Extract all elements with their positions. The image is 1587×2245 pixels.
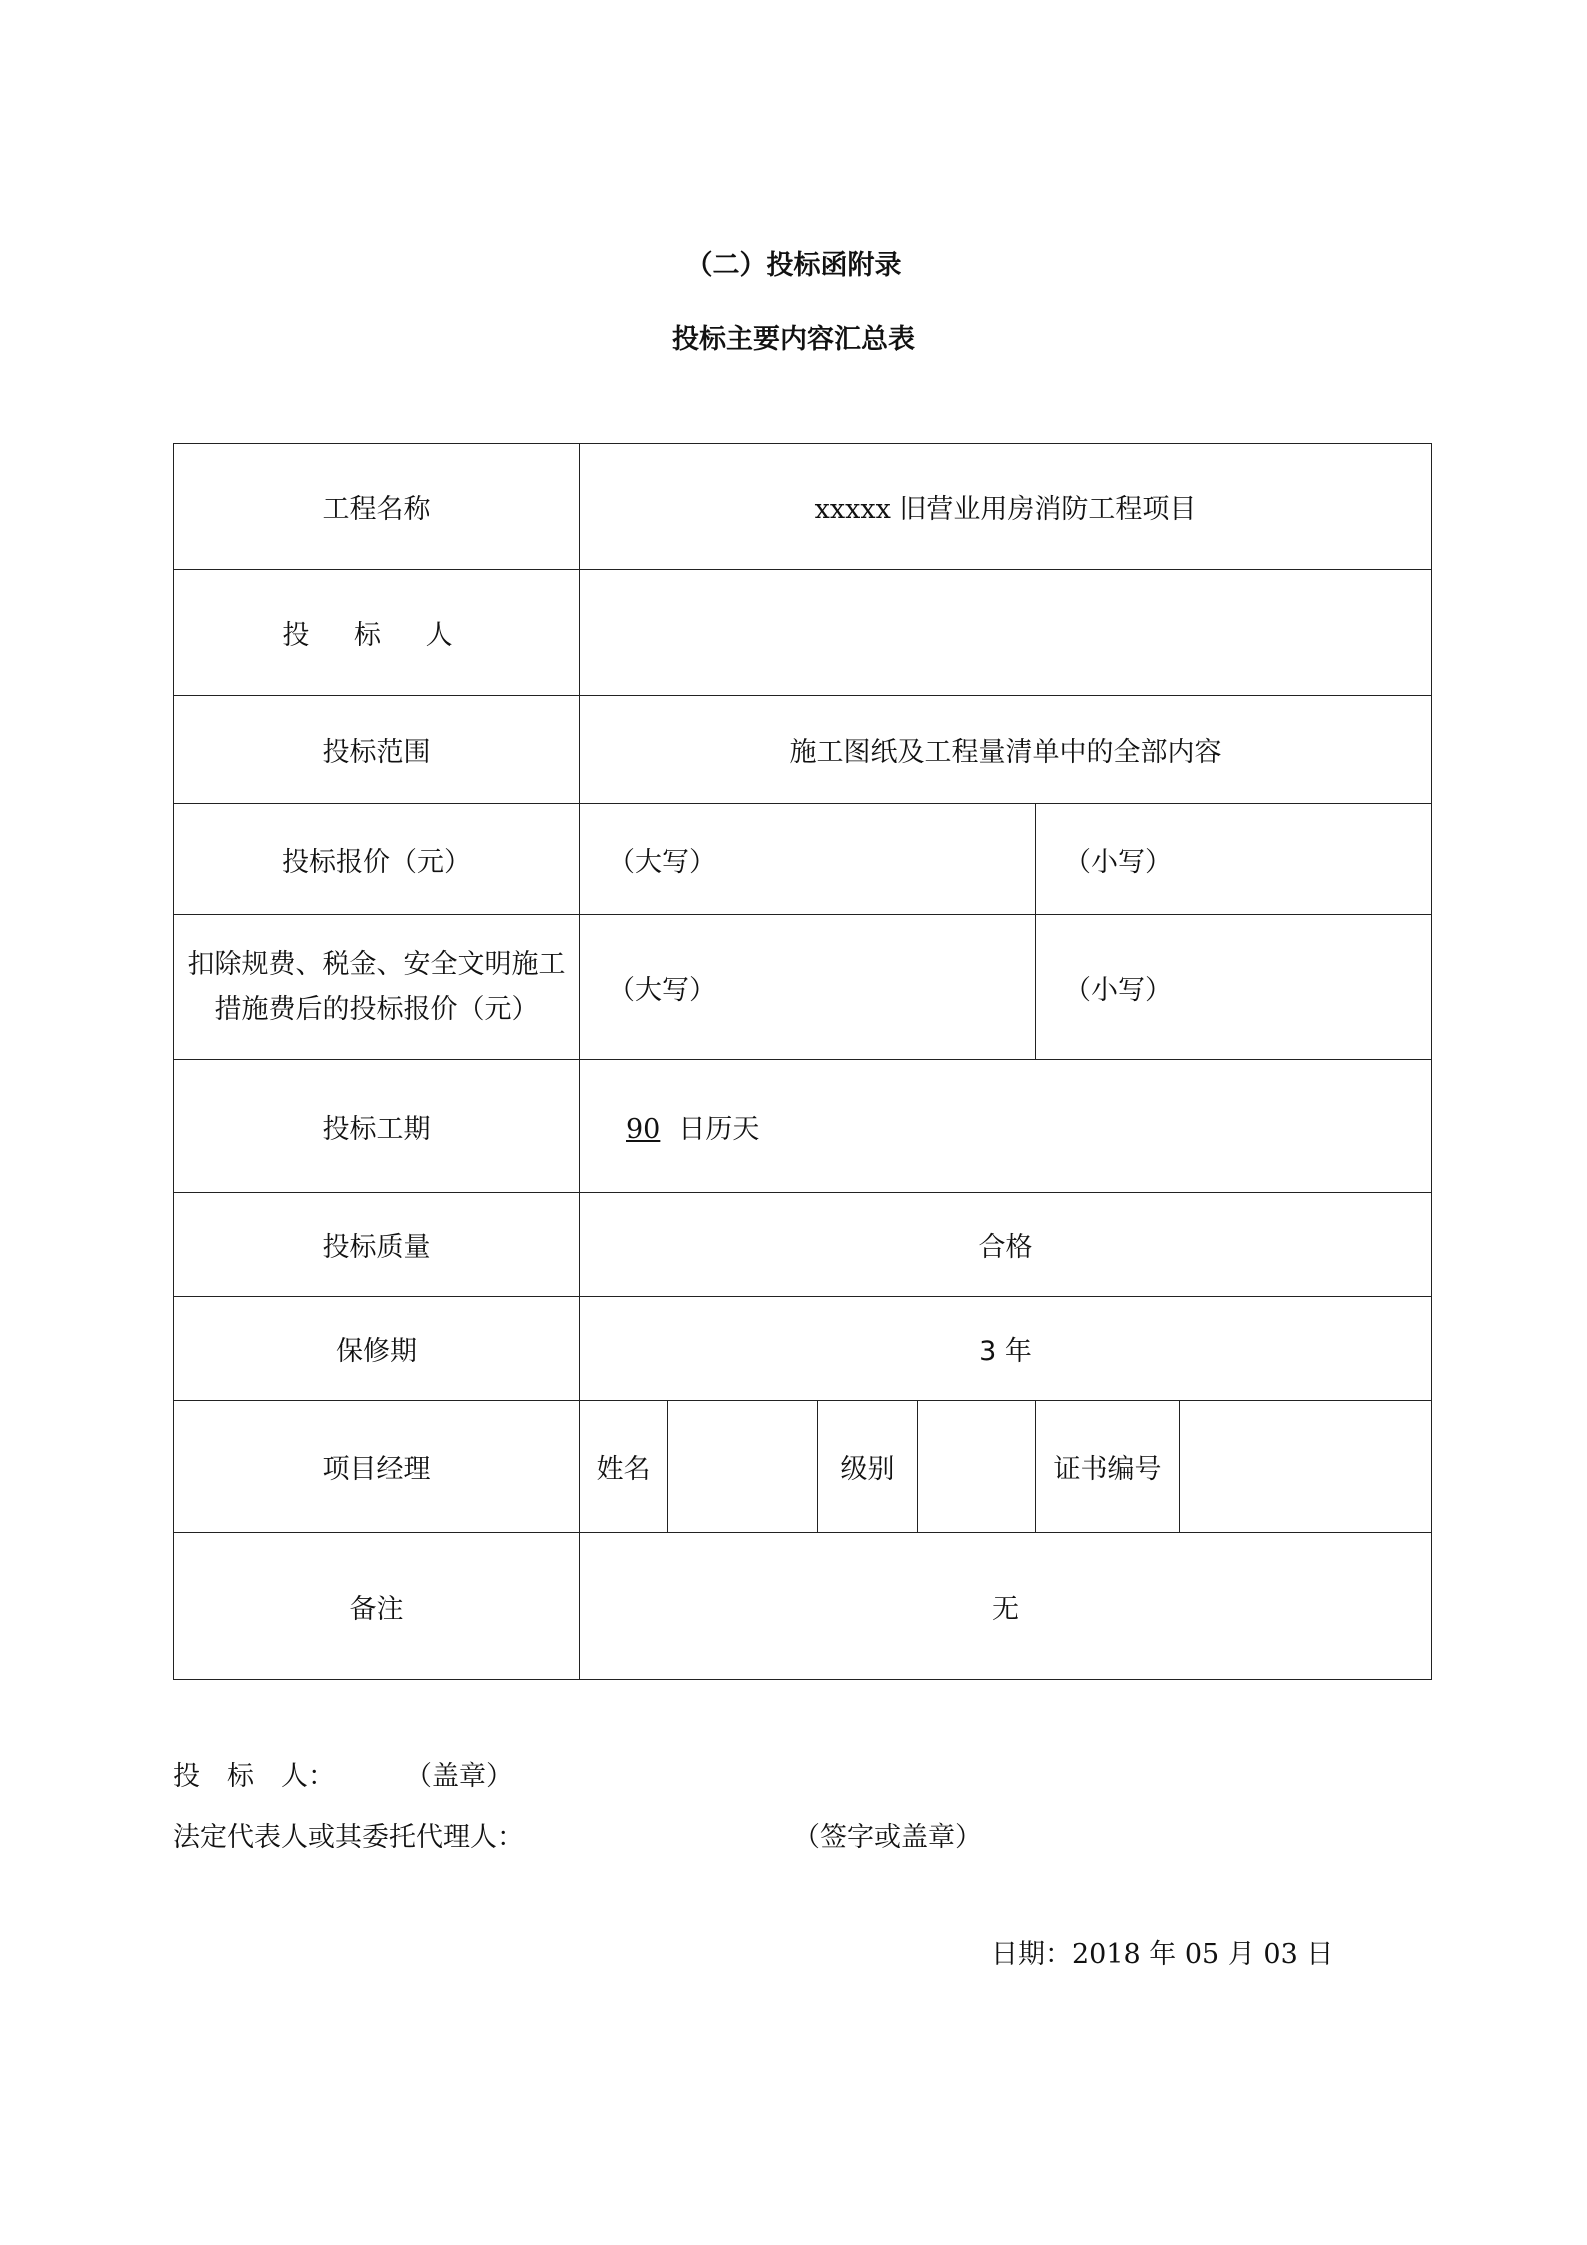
- scope-value: 施工图纸及工程量清单中的全部内容: [580, 696, 1432, 804]
- table-row: [174, 1193, 1432, 1297]
- table-row: [174, 570, 1432, 696]
- remarks-value: 无: [580, 1533, 1432, 1680]
- table-row: [174, 444, 1432, 570]
- footer-bidder-label: 投 标 人：: [173, 1761, 335, 1792]
- table-row: [174, 696, 1432, 804]
- table-row: [174, 1533, 1432, 1680]
- table-row: [174, 1060, 1432, 1193]
- project-name-value: xxxxx 旧营业用房消防工程项目: [580, 444, 1432, 570]
- manager-cert-value: [1180, 1401, 1432, 1533]
- table-row: [174, 1401, 1432, 1533]
- price-ex-label: [174, 915, 580, 1060]
- quality-label: 投标质量: [174, 1193, 580, 1297]
- manager-name-label: 姓名: [580, 1401, 668, 1533]
- price-upper: （大写）: [580, 804, 1036, 915]
- manager-level-value: [918, 1401, 1036, 1533]
- manager-cert-label: 证书编号: [1036, 1401, 1180, 1533]
- footer-date-label: 日期：: [991, 1939, 1072, 1970]
- price-ex-label-line2: 措施费后的投标报价（元）: [214, 994, 539, 1025]
- duration-unit: 日历天: [678, 1113, 760, 1145]
- warranty-label: 保修期: [174, 1297, 580, 1401]
- duration-label: 投标工期: [174, 1060, 580, 1193]
- table-title: 投标主要内容汇总表: [672, 324, 915, 355]
- page-title: （二）投标函附录: [685, 250, 902, 281]
- table-row: [174, 804, 1432, 915]
- footer-date-value: 2018 年 05 月 03 日: [1072, 1939, 1334, 1970]
- manager-level-label: 级别: [818, 1401, 918, 1533]
- price-ex-label-line1: 扣除规费、税金、安全文明施工: [187, 949, 566, 980]
- price-ex-upper: （大写）: [580, 915, 1036, 1060]
- project-name-label: 工程名称: [174, 444, 580, 570]
- duration-value: [580, 1060, 1432, 1193]
- footer-date: [991, 1932, 1333, 1971]
- remarks-label: 备注: [174, 1533, 580, 1680]
- warranty-value: 3 年: [580, 1297, 1432, 1401]
- bidder-label: 投 标 人: [174, 570, 580, 696]
- quality-value: 合格: [580, 1193, 1432, 1297]
- footer-rep-sign: （签字或盖章）: [793, 1822, 982, 1853]
- price-lower: （小写）: [1036, 804, 1432, 915]
- footer-bidder-seal: （盖章）: [405, 1761, 513, 1792]
- bid-summary-table: [173, 443, 1432, 1680]
- duration-days: 90: [626, 1113, 661, 1145]
- manager-label: 项目经理: [174, 1401, 580, 1533]
- table-row: [174, 915, 1432, 1060]
- bidder-value: [580, 570, 1432, 696]
- price-ex-lower: （小写）: [1036, 915, 1432, 1060]
- table-row: [174, 1297, 1432, 1401]
- scope-label: 投标范围: [174, 696, 580, 804]
- manager-name-value: [668, 1401, 818, 1533]
- footer-rep-label: 法定代表人或其委托代理人：: [173, 1822, 524, 1853]
- price-label: 投标报价（元）: [174, 804, 580, 915]
